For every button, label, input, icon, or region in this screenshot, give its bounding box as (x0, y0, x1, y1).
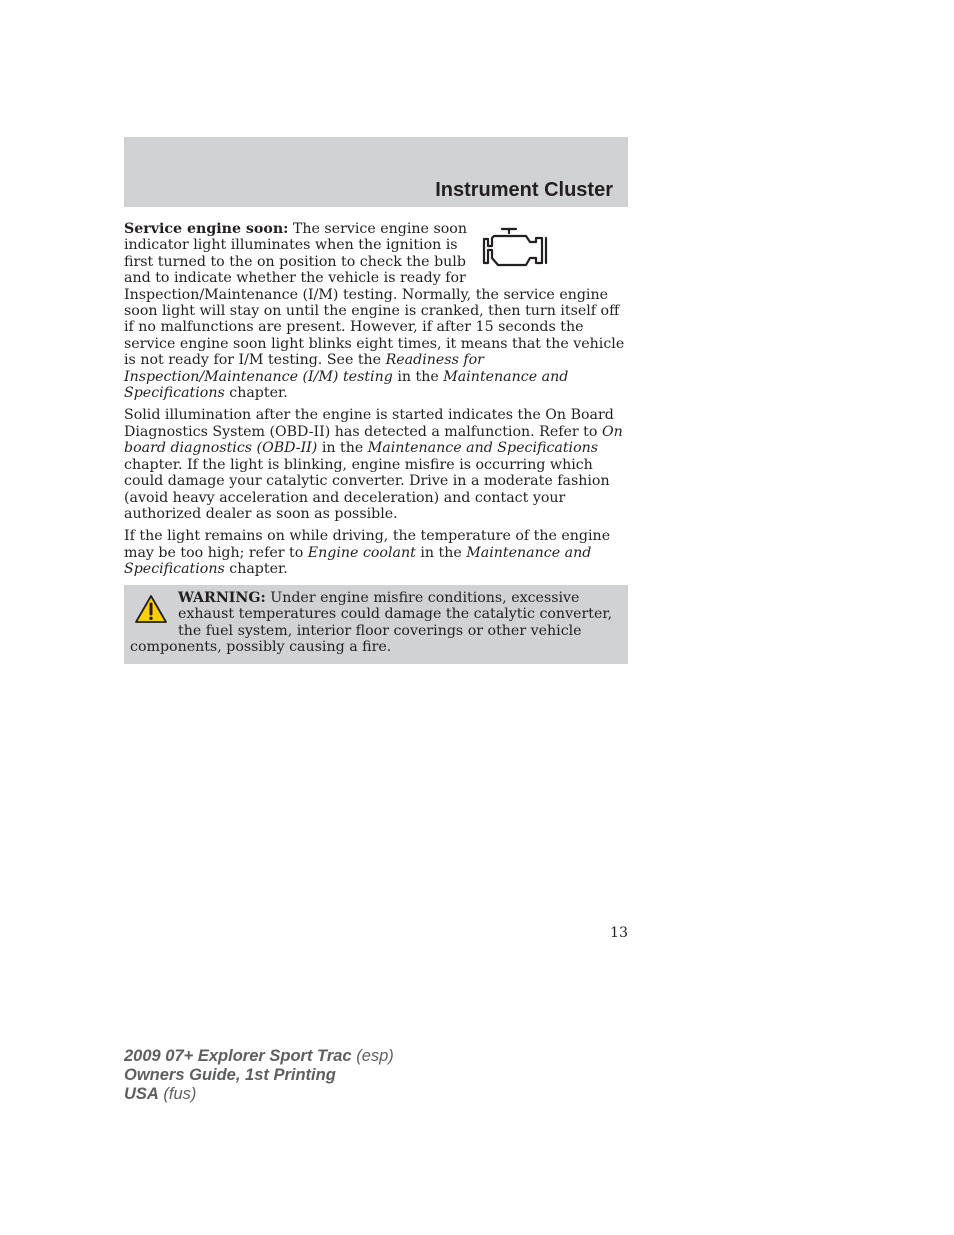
warning-triangle-icon (134, 594, 168, 624)
lead-term: Service engine soon: (124, 221, 289, 237)
engine-icon (480, 223, 552, 271)
footer-line-3: USA (fus) (124, 1085, 197, 1103)
warning-box (124, 585, 628, 664)
cross-reference: Engine coolant (307, 544, 416, 561)
paragraph-light-remains-on: If the light remains on while driving, the temperature of the engine may be too high; refer to Engine coolant in the Maintenance and Specifications chapter. (124, 528, 611, 578)
chapter-reference: Maintenance and Specifications (124, 368, 569, 402)
cross-reference: On board diagnostics (OBD-II) (124, 423, 623, 457)
chapter-reference: Maintenance and Specifications (124, 544, 592, 578)
main-content (124, 221, 628, 584)
warning-text: Under engine misfire conditions, excessive exhaust temperatures could damage the catalytic converter, the fuel system, interior floor coverings or other vehicle components, possibly causing a fire. (130, 590, 613, 656)
page-number: 13 (609, 925, 628, 941)
footer-line-2: Owners Guide, 1st Printing (124, 1066, 336, 1084)
cross-reference: Readiness for Inspection/Maintenance (I/M) testing (124, 352, 484, 385)
chapter-header-band (124, 137, 628, 207)
warning-label: WARNING: (178, 590, 266, 606)
paragraph-solid-illumination: Solid illumination after the engine is started indicates the On Board Diagnostics System (OBD-II) has detected a malfunction. Refer to On board diagnostics (OBD-II) in the Maintenance and Specifications chapter. If the light is blinking, engine misfire is occurring which could damage your catalytic converter. Drive in a moderate fashion (avoid heavy acceleration and deceleration) and contact your authorized dealer as soon as possible. (124, 407, 623, 522)
paragraph-service-engine-soon: Service engine soon: The service engine soon indicator light illuminates when the ignition is first turned to the on position to check the bulb and to indicate whether the vehicle is ready for Inspection/Maintenance (I/M) testing. Normally, the service engine soon light will stay on until the engine is cranked, then turn itself off if no malfunctions are present. However, if after 15 seconds the service engine soon light blinks eight times, it means that the vehicle is not ready for I/M testing. See the Readiness for Inspection/Maintenance (I/M) testing in the Maintenance and Specifications chapter. (124, 221, 625, 402)
footer (124, 1047, 394, 1104)
footer-line-1: 2009 07+ Explorer Sport Trac (esp) (124, 1047, 394, 1065)
chapter-reference: Maintenance and Specifications (367, 440, 599, 457)
chapter-title: Instrument Cluster (435, 179, 613, 201)
